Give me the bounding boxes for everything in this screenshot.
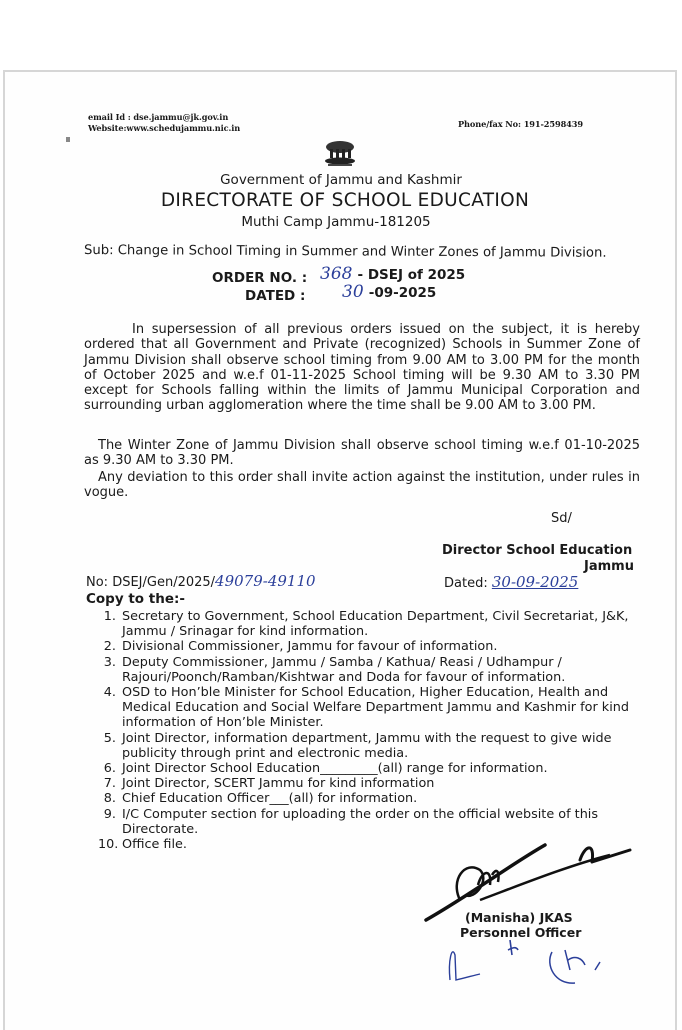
directorate-address: Muthi Camp Jammu-181205 <box>241 214 431 230</box>
signatory-name: (Manisha) JKAS <box>465 910 573 925</box>
website-text: Website:www.schedujammu.nic.in <box>88 123 241 133</box>
government-heading: Government of Jammu and Kashmir <box>220 172 462 188</box>
copy-list-item: 7. Joint Director, SCERT Jammu for kind information <box>103 776 435 792</box>
sd-mark: Sd/ <box>551 511 572 526</box>
order-dated-handwritten: 30 <box>342 282 364 302</box>
endorsement-number-handwritten: 49079-49110 <box>215 572 316 590</box>
letterhead-contact <box>88 112 240 134</box>
copy-list-item: 8. Chief Education Officer___(all) for information. <box>103 791 418 807</box>
director-location: Jammu <box>584 559 634 574</box>
order-number-row <box>212 267 307 286</box>
endorsement-number <box>86 572 316 590</box>
director-designation: Director School Education <box>442 543 633 558</box>
order-dated-suffix: -09-2025 <box>368 285 437 301</box>
order-number-handwritten: 368 <box>320 264 353 284</box>
copy-list-item: 6. Joint Director School Education_________(all) range for information. <box>103 761 548 777</box>
body-paragraph-1: In supersession of all previous orders issued on the subject, it is hereby ordered that all Government and Private (recognized) Schools in Summer Zone of Jammu Division shall observe school timing from 9.00 AM to 3.00 PM for the month of October 2025 and w.e.f 01-11-2025 School timing will be 9.30 AM to 3.30 PM except for Schools falling within the limits of Jammu Municipal Corporation and surrounding urban agglomeration where the time shall be 9.00 AM to 3.00 PM. <box>84 322 640 414</box>
copy-list-item: 3. Deputy Commissioner, Jammu / Samba / Kathua/ Reasi / Udhampur / Rajouri/Poonch/Ramban/Kishtwar and Doda for favour of information. <box>103 654 566 685</box>
copy-list <box>98 609 652 853</box>
copy-list-item: 5. Joint Director, information department, Jammu with the request to give wide publicity through print and electronic media. <box>103 730 612 761</box>
copy-list-item: 9. I/C Computer section for uploading the order on the official website of this Directorate. <box>103 806 599 837</box>
copy-list-item: 10. Office file. <box>98 837 187 853</box>
state-emblem-icon <box>320 138 360 168</box>
endorsement-date <box>444 573 578 591</box>
body-paragraph-3: Any deviation to this order shall invite action against the institution, under rules in vogue. <box>84 470 640 501</box>
endorsement-number-label: No: DSEJ/Gen/2025/ <box>86 575 216 590</box>
email-text: email Id : dse.jammu@jk.gov.in <box>88 112 229 122</box>
order-dated-label: DATED : <box>245 288 306 304</box>
body-paragraph-2: The Winter Zone of Jammu Division shall observe school timing w.e.f 01-10-2025 as 9.30 AM to 3.30 PM. <box>84 438 640 469</box>
order-dated-value <box>342 282 436 302</box>
order-number-label: ORDER NO. : <box>212 270 308 286</box>
copy-list-item: 4. OSD to Hon’ble Minister for School Education, Higher Education, Health and Medical Education and Social Welfare Department Jammu and Kashmir for kind information of Hon’ble Minister. <box>103 685 629 731</box>
scan-mark <box>66 137 70 142</box>
copy-list-item: 2. Divisional Commissioner, Jammu for favour of information. <box>103 639 498 655</box>
directorate-heading: DIRECTORATE OF SCHOOL EDUCATION <box>160 190 530 211</box>
order-dated-row <box>245 285 305 304</box>
order-number-suffix: - DSEJ of 2025 <box>357 267 466 283</box>
subject-line: Sub: Change in School Timing in Summer and Winter Zones of Jammu Division. <box>83 243 607 261</box>
order-number-value <box>320 264 465 284</box>
copy-to-label: Copy to the:- <box>86 591 185 607</box>
endorsement-date-label: Dated: <box>444 576 488 591</box>
copy-list-item: 1. Secretary to Government, School Education Department, Civil Secretariat, J&K, Jammu / Srinagar for kind information. <box>103 609 629 640</box>
phone-text: Phone/fax No: 191-2598439 <box>458 119 583 129</box>
signatory-designation: Personnel Officer <box>460 925 582 940</box>
endorsement-date-handwritten: 30-09-2025 <box>491 573 579 591</box>
